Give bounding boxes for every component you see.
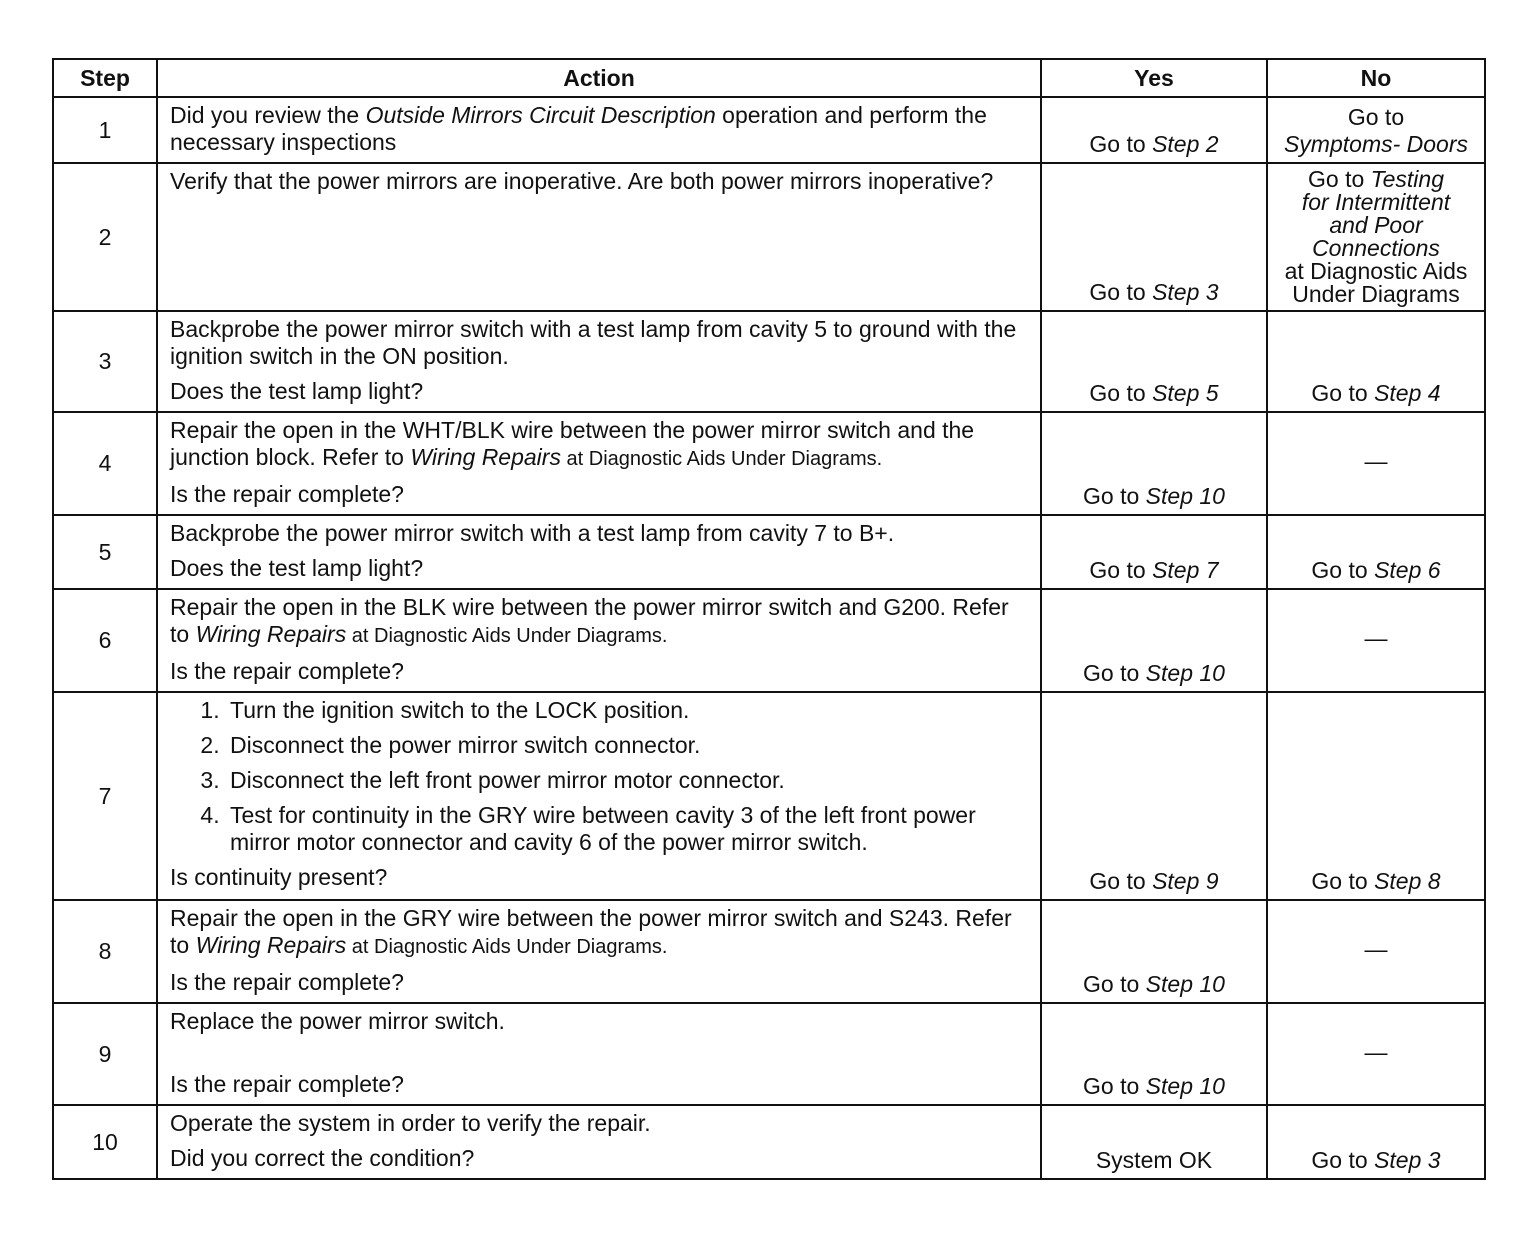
action-cell [157,311,1041,412]
no-cell: — [1267,1003,1485,1105]
yes-prefix: Go to [1089,868,1153,894]
no-suffix: Under Diagrams [1292,281,1460,307]
action-question: Is the repair complete? [170,658,404,684]
action-cell [157,1003,1041,1105]
yes-prefix: Go to [1089,131,1153,157]
action-text: Did you review the [170,102,366,128]
table-row [53,311,1485,412]
action-text: Verify that the power mirrors are inoperative. Are both power mirrors inoperative? [157,163,1041,311]
action-reference: Outside Mirrors Circuit Description [365,102,716,128]
action-text: Operate the system in order to verify the repair. [170,1110,651,1136]
action-text: Repair the open in the WHT/BLK wire between the power mirror switch and the junction block. Refer to [170,417,975,470]
action-cell [157,412,1041,515]
list-item: 1. Turn the ignition switch to the LOCK position. [226,697,1030,724]
table-row [53,1105,1485,1179]
step-number: 5 [53,515,157,589]
no-cell: — [1267,412,1485,515]
action-question: Is the repair complete? [170,481,404,507]
table-row [53,97,1485,163]
table-row [53,515,1485,589]
header-action: Action [157,59,1041,97]
no-prefix: Go to [1347,104,1405,130]
yes-cell [1041,97,1267,163]
action-text: operation and perform the necessary inspections [170,102,987,155]
yes-reference: Step 10 [1145,1073,1225,1099]
action-text: Backprobe the power mirror switch with a test lamp from cavity 5 to ground with the ignition switch in the ON position. [170,316,1017,369]
no-prefix: Go to [1308,166,1371,192]
yes-prefix: Go to [1083,971,1146,997]
yes-prefix: Go to [1083,1073,1146,1099]
action-text: at Diagnostic Aids Under Diagrams. [560,448,883,470]
no-cell [1267,311,1485,412]
no-reference: Step 6 [1374,557,1441,583]
yes-reference: Step 5 [1152,380,1219,406]
no-reference: for Intermittent [1301,189,1451,215]
no-cell: — [1267,589,1485,692]
no-reference: Connections [1312,235,1440,261]
action-reference: Wiring Repairs [195,932,347,958]
no-cell [1267,163,1485,311]
table-row [53,692,1485,900]
yes-reference: Step 7 [1152,557,1219,583]
no-cell [1267,692,1485,900]
no-cell [1267,515,1485,589]
yes-cell [1041,311,1267,412]
yes-cell [1041,692,1267,900]
header-row [53,59,1485,97]
procedure-list [170,697,1030,856]
yes-cell [1041,515,1267,589]
no-reference: Step 8 [1374,868,1441,894]
table-row [53,1003,1485,1105]
yes-cell [1041,1003,1267,1105]
action-cell [157,1105,1041,1179]
step-number: 10 [53,1105,157,1179]
list-item: 4. Test for continuity in the GRY wire between cavity 3 of the left front power mirror motor connector and cavity 6 of the power mirror switch. [226,802,1030,856]
action-question: Is the repair complete? [170,969,404,995]
header-yes: Yes [1041,59,1267,97]
yes-prefix: Go to [1089,380,1153,406]
no-prefix: Go to [1311,557,1375,583]
table-row [53,163,1485,311]
no-suffix: at Diagnostic Aids [1284,258,1468,284]
action-cell [157,515,1041,589]
yes-reference: Step 2 [1152,131,1219,157]
action-text: at Diagnostic Aids Under Diagrams. [346,625,668,647]
header-no: No [1267,59,1485,97]
table-row [53,589,1485,692]
header-step: Step [53,59,157,97]
yes-cell [1041,163,1267,311]
step-number: 7 [53,692,157,900]
list-item: 2. Disconnect the power mirror switch connector. [226,732,1030,759]
action-text: at Diagnostic Aids Under Diagrams. [346,936,668,958]
yes-cell: System OK [1041,1105,1267,1179]
step-number: 6 [53,589,157,692]
no-prefix: Go to [1311,868,1375,894]
yes-reference: Step 10 [1145,660,1225,686]
yes-cell [1041,589,1267,692]
no-prefix: Go to [1311,1147,1375,1173]
step-number: 8 [53,900,157,1003]
action-cell [157,692,1041,900]
no-reference: Step 4 [1374,380,1441,406]
action-cell [157,589,1041,692]
no-prefix: Go to [1311,380,1375,406]
yes-reference: Step 10 [1145,971,1225,997]
action-reference: Wiring Repairs [410,444,561,470]
yes-reference: Step 9 [1152,868,1219,894]
action-text: Repair the open in the GRY wire between the power mirror switch and S243. Refer to [170,905,1012,958]
yes-cell [1041,412,1267,515]
action-text: Replace the power mirror switch. [170,1008,505,1034]
no-reference: Step 3 [1374,1147,1441,1173]
no-reference: Symptoms- Doors [1283,131,1469,157]
list-item: 3. Disconnect the left front power mirror motor connector. [226,767,1030,794]
action-question: Does the test lamp light? [170,555,424,581]
yes-prefix: Go to [1083,483,1146,509]
action-question: Is continuity present? [170,864,388,890]
action-question: Did you correct the condition? [170,1145,475,1171]
step-number: 3 [53,311,157,412]
yes-cell [1041,900,1267,1003]
no-reference: and Poor [1329,212,1423,238]
yes-prefix: Go to [1083,660,1146,686]
action-text: Backprobe the power mirror switch with a test lamp from cavity 7 to B+. [170,520,895,546]
step-number: 9 [53,1003,157,1105]
no-cell: — [1267,900,1485,1003]
action-cell [157,97,1041,163]
diagnostic-table [52,58,1486,1180]
table-row [53,412,1485,515]
table-row [53,900,1485,1003]
action-cell [157,900,1041,1003]
action-question: Is the repair complete? [170,1071,404,1097]
yes-prefix: Go to [1089,279,1153,305]
step-number: 1 [53,97,157,163]
step-number: 4 [53,412,157,515]
step-number: 2 [53,163,157,311]
action-reference: Wiring Repairs [195,621,347,647]
yes-reference: Step 3 [1152,279,1219,305]
action-question: Does the test lamp light? [170,378,424,404]
action-text: Repair the open in the BLK wire between the power mirror switch and G200. Refer to [170,594,1009,647]
yes-prefix: Go to [1089,557,1153,583]
no-reference: Testing [1370,166,1444,192]
no-cell [1267,1105,1485,1179]
yes-reference: Step 10 [1145,483,1225,509]
no-cell [1267,97,1485,163]
